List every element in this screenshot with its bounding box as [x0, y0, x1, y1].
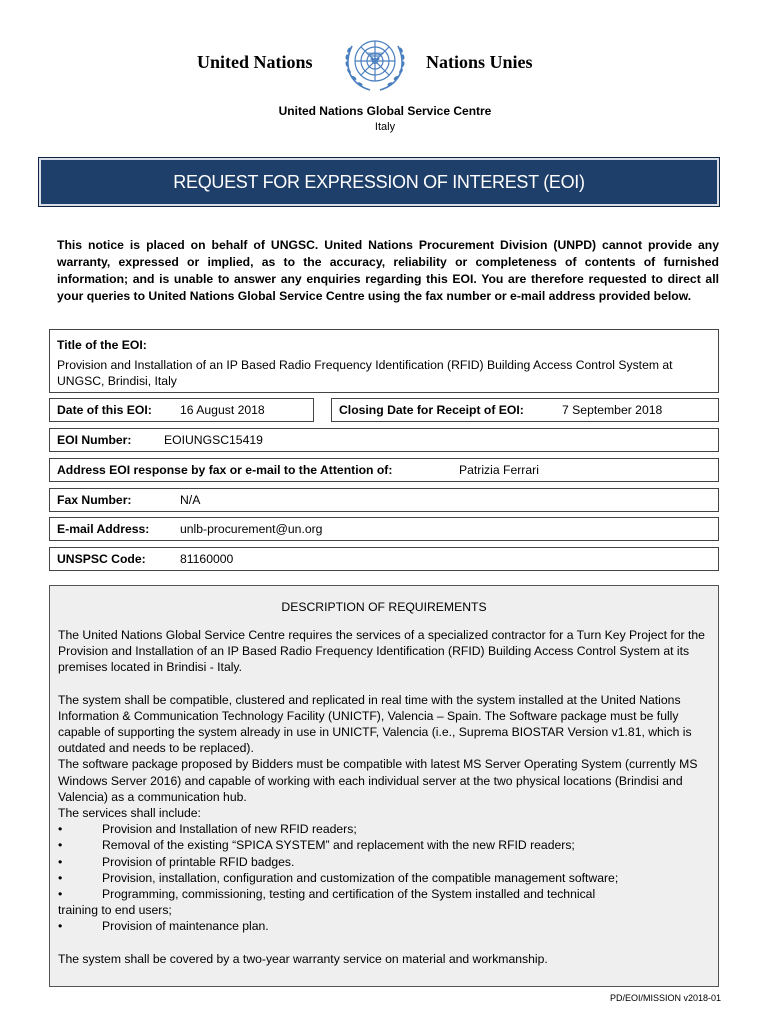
- bullet-icon: •: [58, 854, 63, 869]
- address-label: Address EOI response by fax or e-mail to the Attention of:: [57, 463, 393, 477]
- unspsc-box: [49, 547, 719, 571]
- service-text-continued: training to end users;: [58, 903, 172, 918]
- fax-box: [49, 488, 719, 512]
- services-intro: The services shall include:: [58, 806, 201, 821]
- centre-name: United Nations Global Service Centre: [278, 104, 492, 118]
- org-name-french: Nations Unies: [426, 52, 533, 72]
- eoi-title-value: Provision and Installation of an IP Based Radio Frequency Identification (RFID) Building Access Control System at UNGSC, Brindisi, Italy: [57, 358, 673, 388]
- closing-date-value: 7 September 2018: [562, 403, 663, 417]
- description-title: DESCRIPTION OF REQUIREMENTS: [281, 600, 487, 614]
- address-box: [49, 458, 719, 482]
- service-item: [58, 821, 718, 837]
- service-item: [58, 886, 718, 902]
- email-box: [49, 517, 719, 541]
- unspsc-value: 81160000: [180, 552, 234, 566]
- document-title: REQUEST FOR EXPRESSION OF INTEREST (EOI): [173, 171, 585, 192]
- description-box: [49, 585, 719, 987]
- disclaimer-notice: This notice is placed on behalf of UNGSC. United Nations Procurement Division (UNPD) cannot provide any warranty, expressed or implied, as to the accuracy, reliability or completeness of contents of furnished information; and is unable to answer any enquiries regarding this EOI. You are therefore requested to direct all your queries to United Nations Global Service Centre using the fax number or e-mail address provided below.: [57, 238, 719, 303]
- service-text: Provision of maintenance plan.: [102, 919, 269, 934]
- address-value: Patrizia Ferrari: [459, 463, 539, 477]
- service-item: [58, 854, 718, 870]
- unspsc-label: UNSPSC Code:: [57, 552, 146, 566]
- bullet-icon: •: [58, 887, 63, 902]
- description-body: [58, 627, 718, 967]
- org-name-english: United Nations: [197, 52, 313, 72]
- bullet-icon: •: [58, 870, 63, 885]
- closing-date-box: [331, 398, 719, 422]
- fax-label: Fax Number:: [57, 493, 132, 507]
- eoi-date-value: 16 August 2018: [180, 403, 265, 417]
- email-label: E-mail Address:: [57, 522, 150, 536]
- centre-location: Italy: [374, 121, 396, 133]
- eoi-title-box: [49, 329, 719, 393]
- closing-date-label: Closing Date for Receipt of EOI:: [339, 403, 524, 417]
- warranty-statement: The system shall be covered by a two-year warranty service on material and workmanship.: [58, 951, 548, 966]
- description-paragraph: The United Nations Global Service Centre requires the services of a specialized contractor for a Turn Key Project for the Provision and Installation of an IP Based Radio Frequency Identification (RFID) Building Access Control System at its premises located in Brindisi - Italy.: [58, 628, 705, 675]
- service-text: Provision of printable RFID badges.: [102, 854, 295, 869]
- service-text: Programming, commissioning, testing and certification of the System installed and technical: [102, 887, 596, 902]
- service-item: [58, 870, 718, 886]
- bullet-icon: •: [58, 822, 63, 837]
- service-text: Provision, installation, configuration and customization of the compatible management software;: [102, 870, 619, 885]
- form-code: PD/EOI/MISSION v2018-01: [609, 993, 721, 1003]
- description-paragraph: The system shall be compatible, clustered and replicated in real time with the system installed at the United Nations Information & Communication Technology Facility (UNICTF), Valencia – Spain. The Software package must be fully capable of supporting the system already in use in UNICTF, Valencia (i.e., Suprema BIOSTAR Version v1.81, which is outdated and needs to be replaced).: [58, 692, 692, 756]
- eoi-number-box: [49, 428, 719, 452]
- service-item: [58, 837, 718, 853]
- un-emblem-icon: [340, 30, 410, 96]
- eoi-number-label: EOI Number:: [57, 433, 132, 447]
- eoi-title-label: Title of the EOI:: [57, 338, 147, 352]
- document-title-banner: [38, 157, 720, 207]
- service-item: [58, 918, 718, 934]
- description-paragraph: The software package proposed by Bidders must be compatible with latest MS Server Operating System (currently MS Windows Server 2016) and capable of working with each individual server at the two physical locations (Brindisi and Valencia) as a communication hub.: [58, 757, 698, 804]
- bullet-icon: •: [58, 919, 63, 934]
- eoi-date-box: [49, 398, 314, 422]
- letterhead: [0, 30, 770, 100]
- service-text: Removal of the existing “SPICA SYSTEM” and replacement with the new RFID readers;: [102, 838, 575, 853]
- eoi-number-value: EOIUNGSC15419: [164, 433, 263, 447]
- email-value[interactable]: unlb-procurement@un.org: [180, 522, 323, 536]
- bullet-icon: •: [58, 838, 63, 853]
- eoi-date-label: Date of this EOI:: [57, 403, 152, 417]
- fax-value: N/A: [180, 493, 201, 507]
- service-text: Provision and Installation of new RFID readers;: [102, 822, 357, 837]
